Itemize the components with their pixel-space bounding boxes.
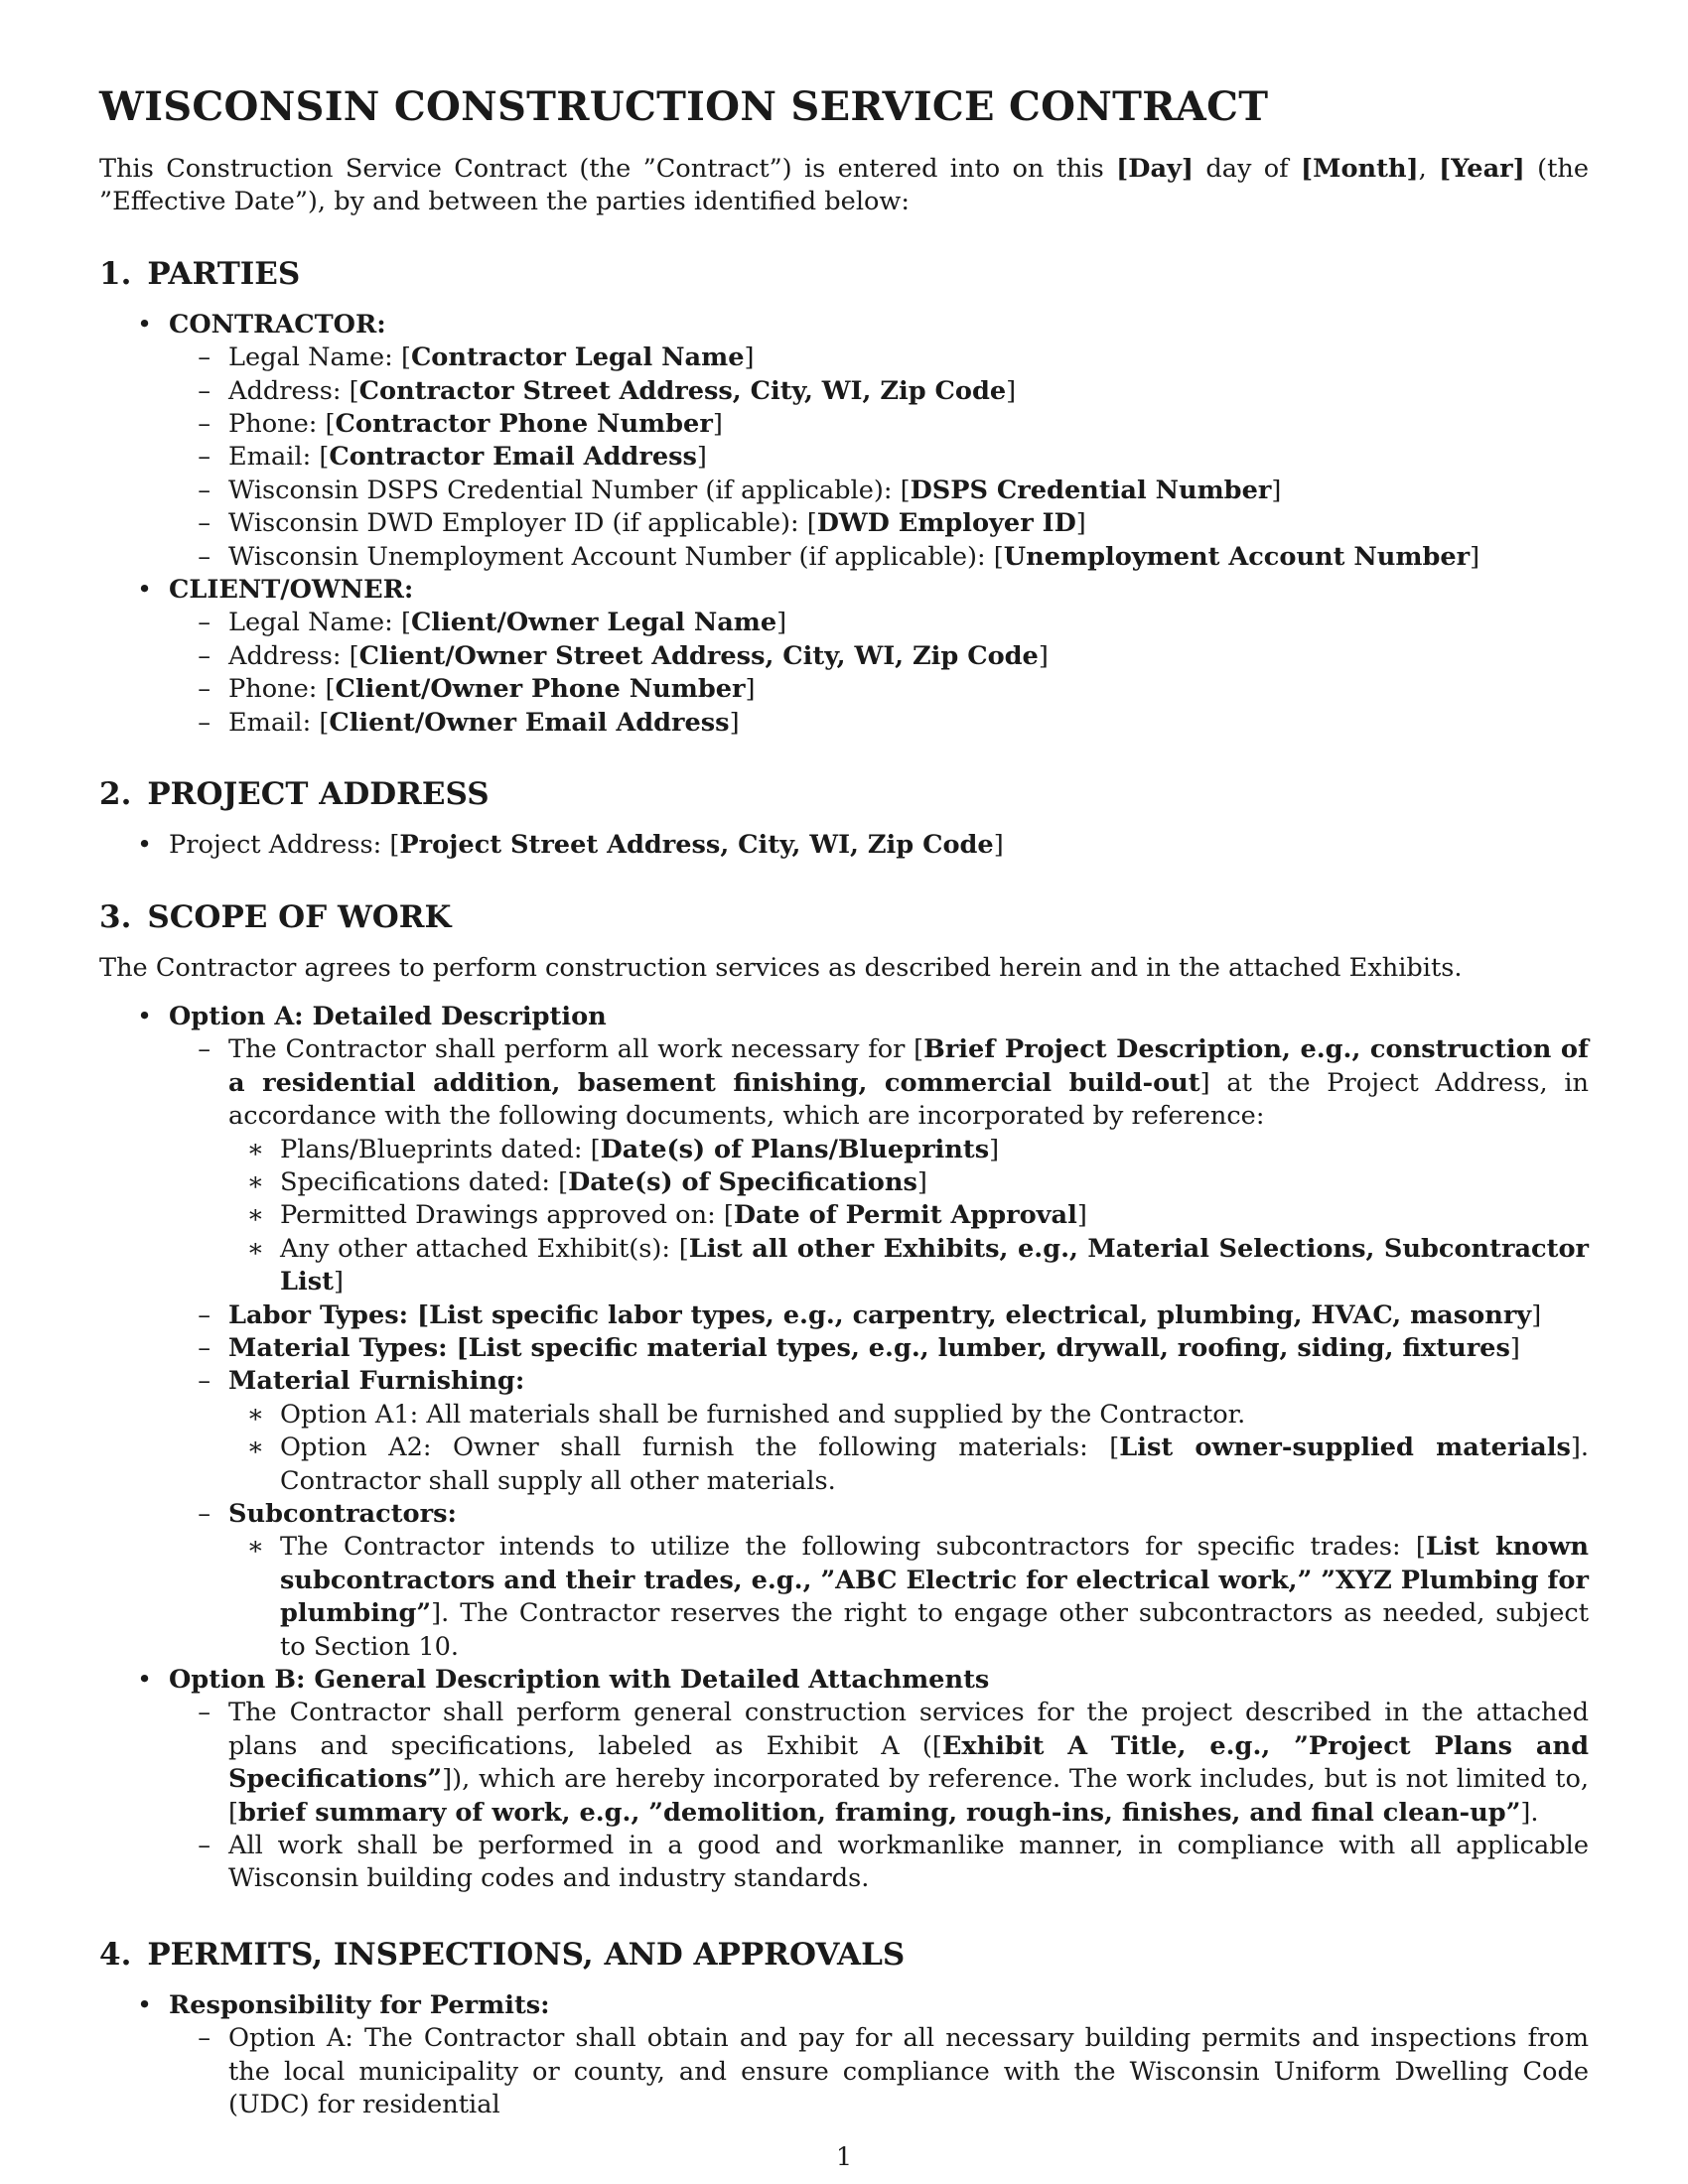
list-item: – Subcontractors: ∗ The Contractor intends to utilize the following subcontractors for specific trades: [List known subcontractors and their trades, e.g., ”ABC Electric for electrical work,” ”XYZ Plumbing for plumbing”]. The Contractor reserves the right to engage other subcontractors as needed, subject to Section 10. xyxy=(169,1498,1589,1664)
list-item: – Email: [Contractor Email Address] xyxy=(198,442,707,473)
list-item: ∗ The Contractor intends to utilize the following subcontractors for specific trades: [List known subcontractors and their trades, e.g., ”ABC Electric for electrical work,” ”XYZ Plumbing for plumbing”]. The Contractor reserves the right to engage other subcontractors as needed, subject to Section 10. xyxy=(246,1532,1589,1662)
bullet-marker: • xyxy=(137,575,153,606)
contractor-block xyxy=(99,309,1589,574)
option-a-heading: Option A: Detailed Description xyxy=(169,1001,607,1031)
list-item: – Wisconsin DSPS Credential Number (if applicable): [DSPS Credential Number] xyxy=(198,475,1282,505)
page-number: 1 xyxy=(835,2142,853,2172)
list-item: – Legal Name: [Client/Owner Legal Name] xyxy=(198,608,787,638)
intro-paragraph: This Construction Service Contract (the ”Contract”) is entered into on this [Day] day of [Month], [Year] (the ”Effective Date”), by and between the parties identified below: xyxy=(99,154,1589,217)
list-item: – The Contractor shall perform all work necessary for [Brief Project Description, e.g., construction of a residential addition, basement finishing, commercial build-out] at the Project Address, in accordance with the following documents, which are incorporated by reference: ∗ Plans/Blueprints dated: [Date(s) of Plans/Blueprints] ∗ Specifications dated: [Date(s) of Specifications] ∗ Permitted Drawings approved on: [Date of Permit Approval] ∗ Any other attached Exhibit(s): [List all other Exhibits, e.g., Material Selections, Subcontractor List] xyxy=(169,1033,1589,1298)
list-item: – Address: [Client/Owner Street Address, City, WI, Zip Code] xyxy=(198,640,1049,671)
scope-intro: The Contractor agrees to perform construction services as described herein and in the attached Exhibits. xyxy=(99,952,1463,983)
list-item: – Phone: [Client/Owner Phone Number] xyxy=(198,674,756,705)
section-heading-project-address: 2. PROJECT ADDRESS xyxy=(99,776,490,813)
permits-block: • Responsibility for Permits: – Option A: The Contractor shall obtain and pay for all necessary building permits and inspections from the local municipality or county, and ensure compliance with the Wisconsin Uniform Dwelling Code (UDC) for residential xyxy=(99,1989,1589,2122)
client-heading: CLIENT/OWNER: xyxy=(169,575,414,606)
section-heading-parties: 1. PARTIES xyxy=(99,255,301,292)
option-a-block: • Option A: Detailed Description – The Contractor shall perform all work necessary for [Brief Project Description, e.g., construction of a residential addition, basement finishing, commercial build-out] at the Project Address, in accordance with the following documents, which are incorporated by reference: ∗ Plans/Blueprints dated: [Date(s) of Plans/Blueprints] ∗ Specifications dated: [Date(s) of Specifications] ∗ Permitted Drawings approved on: [Date of Permit Approval] ∗ Any other attached Exhibit(s): [List all other Exhibits, e.g., Material Selections, Subcontractor List] – Labor Types: [List specific labor types, e.g., carpentry, electrical, plumbing, HVAC, masonry] – Material Types: [List specific material types, e.g., lumber, drywall, roofing, siding, fixtures] – Material Furnishing: ∗ Option A1: All materials shall be furnished and supplied by the Contractor. ∗ Option A2: Owner shall furnish the following materials: [List owner-supplied materials]. Contractor shall supply all other materials. – Subcontractors: ∗ The Contractor intends to utilize the following subcontractors for specific trades: [List known subcontractors and their trades, e.g., ”ABC Electric for electrical work,” ”XYZ Plumbing for plumbing”]. The Contractor reserves the right to engage other subcontractors as needed, subject to Section 10. xyxy=(99,1001,1589,1664)
list-item: – All work shall be performed in a good and workmanlike manner, in compliance with all applicable Wisconsin building codes and industry standards. xyxy=(198,1831,1589,1894)
list-item: ∗ Permitted Drawings approved on: [Date of Permit Approval] xyxy=(246,1200,1087,1231)
month-placeholder: [Month] xyxy=(1301,154,1419,184)
list-item: ∗ Option A1: All materials shall be furnished and supplied by the Contractor. xyxy=(246,1399,1246,1430)
list-item: • Project Address: [Project Street Address, City, WI, Zip Code] xyxy=(137,830,1004,861)
list-item: – Email: [Client/Owner Email Address] xyxy=(198,707,740,738)
list-item: – Wisconsin Unemployment Account Number (if applicable): [Unemployment Account Number] xyxy=(198,541,1480,572)
parties-list xyxy=(99,309,1589,740)
client-fields xyxy=(169,607,1589,740)
client-block xyxy=(99,574,1589,740)
day-placeholder: [Day] xyxy=(1116,154,1195,184)
documents-list xyxy=(228,1134,1589,1299)
section-heading-scope-of-work: 3. SCOPE OF WORK xyxy=(99,898,452,935)
section-heading-permits: 4. PERMITS, INSPECTIONS, AND APPROVALS xyxy=(99,1936,906,1973)
contract-page xyxy=(99,83,1589,2122)
scope-options-list xyxy=(99,1001,1589,1896)
document-title: WISCONSIN CONSTRUCTION SERVICE CONTRACT xyxy=(99,83,1269,130)
list-item: ∗ Plans/Blueprints dated: [Date(s) of Plans/Blueprints] xyxy=(246,1134,1000,1164)
list-item: – Material Types: [List specific material types, e.g., lumber, drywall, roofing, siding, fixtures] xyxy=(198,1332,1520,1363)
list-item: – Material Furnishing: ∗ Option A1: All materials shall be furnished and supplied by the Contractor. ∗ Option A2: Owner shall furnish the following materials: [List owner-supplied materials]. Contractor shall supply all other materials. xyxy=(169,1365,1589,1498)
list-item: ∗ Specifications dated: [Date(s) of Specifications] xyxy=(246,1166,927,1197)
list-item: – Labor Types: [List specific labor types, e.g., carpentry, electrical, plumbing, HVAC, masonry] xyxy=(198,1299,1542,1330)
year-placeholder: [Year] xyxy=(1439,154,1525,184)
contractor-heading: CONTRACTOR: xyxy=(169,309,386,340)
bullet-marker: • xyxy=(137,309,153,340)
contractor-fields xyxy=(169,341,1589,574)
permits-heading: Responsibility for Permits: xyxy=(169,1989,550,2020)
option-b-block: • Option B: General Description with Detailed Attachments – The Contractor shall perform general construction services for the project described in the attached plans and specifications, labeled as Exhibit A ([Exhibit A Title, e.g., ”Project Plans and Specifications”]), which are hereby incorporated by reference. The work includes, but is not limited to, [brief summary of work, e.g., ”demolition, framing, rough-ins, finishes, and final clean-up”]. – All work shall be performed in a good and workmanlike manner, in compliance with all applicable Wisconsin building codes and industry standards. xyxy=(99,1664,1589,1896)
list-item: – Phone: [Contractor Phone Number] xyxy=(198,409,723,440)
list-item: – Legal Name: [Contractor Legal Name] xyxy=(198,342,755,373)
list-item: – Address: [Contractor Street Address, City, WI, Zip Code] xyxy=(198,375,1017,406)
list-item: – Wisconsin DWD Employer ID (if applicable): [DWD Employer ID] xyxy=(198,508,1086,539)
list-item: ∗ Option A2: Owner shall furnish the following materials: [List owner-supplied materials]. Contractor shall supply all other materials. xyxy=(246,1433,1589,1496)
list-item: – Option A: The Contractor shall obtain and pay for all necessary building permits and inspections from the local municipality or county, and ensure compliance with the Wisconsin Uniform Dwelling Code (UDC) for residential xyxy=(198,2023,1589,2120)
list-item: – The Contractor shall perform general construction services for the project described in the attached plans and specifications, labeled as Exhibit A ([Exhibit A Title, e.g., ”Project Plans and Specifications”]), which are hereby incorporated by reference. The work includes, but is not limited to, [brief summary of work, e.g., ”demolition, framing, rough-ins, finishes, and final clean-up”]. xyxy=(198,1698,1589,1828)
permits-list xyxy=(99,1989,1589,2122)
list-item: ∗ Any other attached Exhibit(s): [List all other Exhibits, e.g., Material Selections, Subcontractor List] xyxy=(246,1233,1590,1297)
project-address-list xyxy=(99,829,1589,862)
option-b-heading: Option B: General Description with Detailed Attachments xyxy=(169,1665,990,1696)
